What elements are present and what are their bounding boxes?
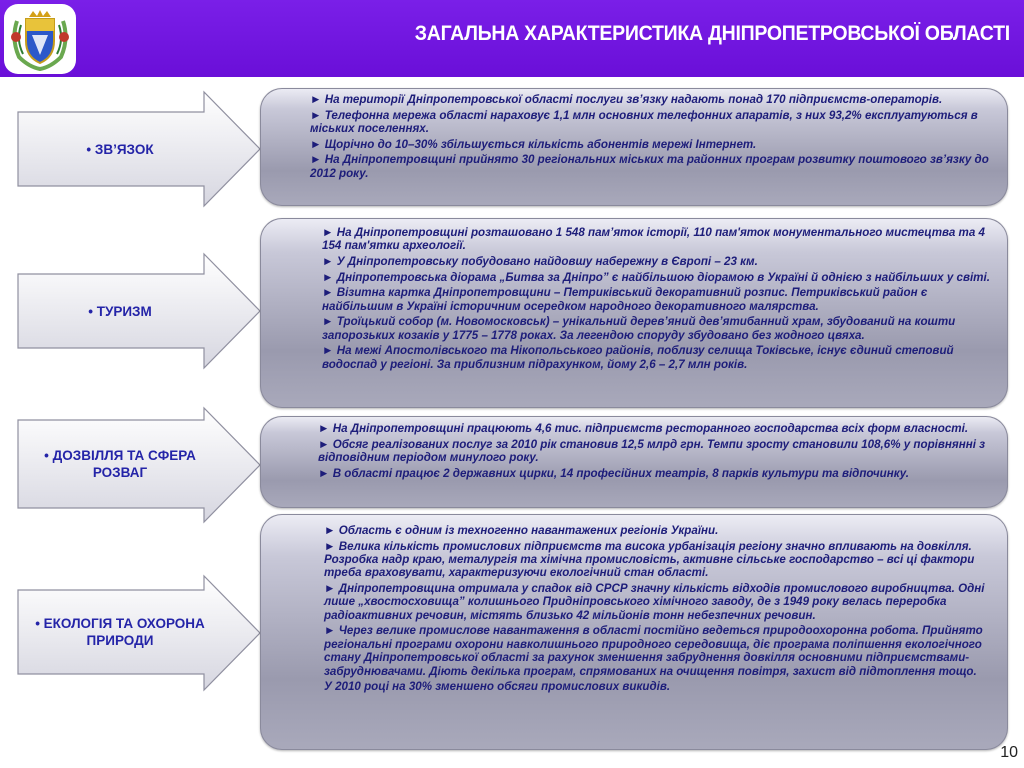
- page-number: 10: [1000, 744, 1018, 761]
- list-item: ► Обсяг реалізованих послуг за 2010 рік становив 12,5 млрд грн. Темпи зросту становили 108,6% у порівнянні з відповідним періодом минулого року.: [318, 437, 986, 464]
- page-title: ЗАГАЛЬНА ХАРАКТЕРИСТИКА ДНІПРОПЕТРОВСЬКОЇ ОБЛАСТІ: [414, 22, 1010, 45]
- list-item: ► На території Дніпропетровської області послуги зв’язку надають понад 170 підприємств-операторів.: [310, 93, 943, 106]
- list-item: ► На Дніпропетровщині працюють 4,6 тис. підприємств ресторанного господарства всіх форм власності.: [318, 422, 969, 435]
- section-tab-ecology: [16, 574, 262, 692]
- regional-coat-of-arms-icon: [7, 7, 73, 71]
- list-item: ► Троїцький собор (м. Новомосковськ) – унікальний дерев’яний дев’ятибанний храм, збудований на кошти запорозьких козаків у 1775 – 1778 роках. За легендою споруду збудовано без жодного цвяха.: [322, 315, 956, 342]
- list-item: ► На межі Апостолівського та Нікопольського районів, поблизу селища Токівське, існує єдиний степовий водоспад у регіоні. За приблизним підрахунком, йому 2,6 – 2,7 млн років.: [322, 344, 954, 371]
- list-item: ► На Дніпропетровщині розташовано 1 548 пам’яток історії, 110 пам'яток монументального мистецтва та 4 154 пам'ятки археології.: [322, 226, 985, 253]
- list-item: ► Дніпропетровська діорама „Битва за Дніпро” є найбільшою діорамою в Україні й однією з найбільших у світі.: [322, 270, 990, 284]
- list-item: ► В області працює 2 державних цирки, 14 професійних театрів, 8 парків культури та відпочинку.: [318, 466, 910, 480]
- list-item: У 2010 році на 30% зменшено обсяги промислових викидів.: [324, 680, 671, 694]
- section-panel-leisure: [260, 416, 1008, 508]
- section-tab-leisure: [16, 406, 262, 524]
- section-label: • ЕКОЛОГІЯ ТА ОХОРОНА ПРИРОДИ: [35, 616, 205, 648]
- list-item: ► У Дніпропетровську побудовано найдовшу набережну в Європі – 23 км.: [322, 255, 758, 268]
- section-label: • ТУРИЗМ: [88, 303, 152, 319]
- list-item: ► Щорічно до 10–30% збільшується кількість абонентів мережі Інтернет.: [310, 137, 757, 151]
- section-tab-tourism: [16, 252, 262, 370]
- list-item: ► Велика кількість промислових підприємств та висока урбанізація регіону значно впливають на довкілля. Розробка надр краю, металургія та хімічна промисловість, активне сільське господарство – всі ці фактори треба враховувати, характеризуючи екологічний стан області.: [324, 539, 975, 580]
- list-item: ► Візитна картка Дніпропетровщини – Петриківський декоративний розпис. Петриківський район є найбільшим в Україні історичним осередком народного декоративного малярства.: [322, 286, 928, 313]
- list-item: ► Телефонна мережа області нараховує 1,1 млн основних телефонних апаратів, з них 93,2% експлуатуються в міських поселеннях.: [310, 108, 978, 135]
- list-item: ► Через велике промислове навантаження в області постійно ведеться природоохоронна робота. Прийнято регіональні програми охорони навколишнього природного середовища, діє програма поліпшення екологічного стану Дніпропетровської області за рахунок зменшення забруднення довкілля основними підприємствами-забруднювачами. Діють декілька програм, спрямованих на очищення повітря, захист від підтоплення тощо.: [324, 624, 983, 678]
- section-label: • ЗВ’ЯЗОК: [86, 141, 154, 157]
- list-item: ► Область є одним із техногенно навантажених регіонів України.: [324, 524, 719, 537]
- section-tab-communication: [16, 90, 262, 208]
- section-label: • ДОЗВІЛЛЯ ТА СФЕРА РОЗВАГ: [44, 448, 196, 480]
- list-item: ► Дніпропетровщина отримала у спадок від СРСР значну кількість відходів промислового виробництва. Одні лише „хвостосховища” колишнього Придніпровського хімічного заводу, де з 1949 року велась переробка радіоактивних речовин, містять близько 42 мільйонів тонн небезпечних речовин.: [324, 582, 985, 622]
- list-item: ► На Дніпропетровщині прийнято 30 регіональних міських та районних програм розвитку поштового зв’язку до 2012 року.: [310, 153, 989, 180]
- section-panel-communication: [260, 88, 1008, 206]
- section-panel-tourism: [260, 218, 1008, 408]
- section-panel-ecology: [260, 514, 1008, 750]
- title-bar: [0, 0, 1024, 77]
- logo: [4, 4, 76, 74]
